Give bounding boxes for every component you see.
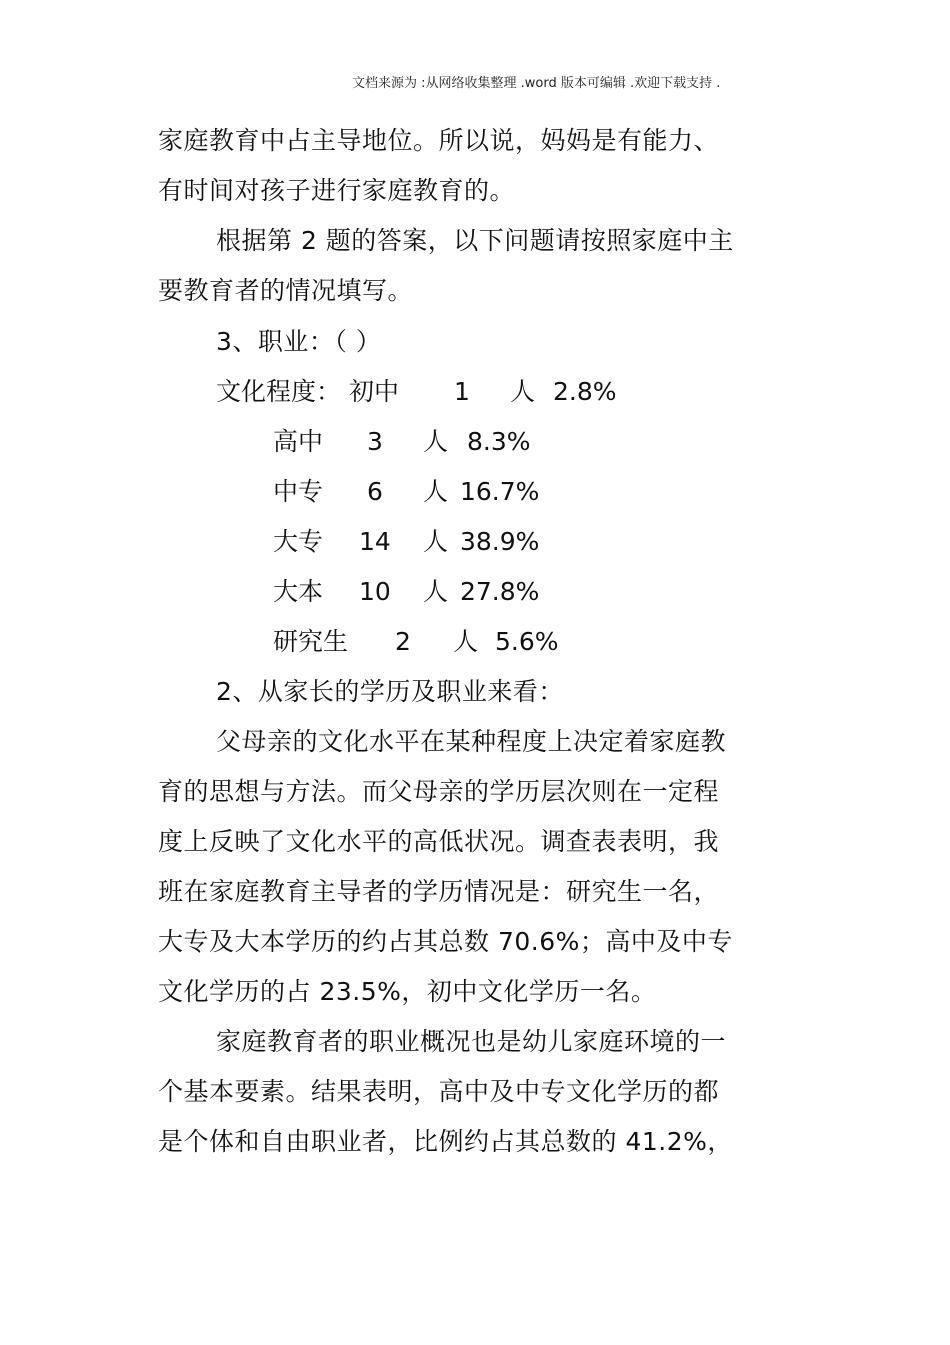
paragraph-line: 父母亲的文化水平在某种程度上决定着家庭教 xyxy=(216,727,727,756)
education-unit: 人 xyxy=(423,527,449,556)
education-count: 2 xyxy=(395,627,411,656)
education-percent: 38.9% xyxy=(460,527,540,556)
education-level: 大本 xyxy=(273,577,324,606)
education-percent: 2.8% xyxy=(553,377,617,406)
paragraph-line: 育的思想与方法。而父母亲的学历层次则在一定程 xyxy=(158,777,720,806)
education-unit: 人 xyxy=(453,627,479,656)
education-unit: 人 xyxy=(423,577,449,606)
paragraph-line: 班在家庭教育主导者的学历情况是：研究生一名， xyxy=(158,877,720,906)
education-level: 初中 xyxy=(349,377,400,406)
page-header-note: 文档来源为 :从网络收集整理 .word 版本可编辑 .欢迎下载支持 . xyxy=(352,76,721,91)
education-level: 研究生 xyxy=(273,627,349,656)
education-unit: 人 xyxy=(423,477,449,506)
paragraph-line: 有时间对孩子进行家庭教育的。 xyxy=(158,176,516,205)
education-percent: 5.6% xyxy=(495,627,559,656)
paragraph-line: 根据第 2 题的答案，以下问题请按照家庭中主 xyxy=(216,226,734,255)
section-2-heading: 2、从家长的学历及职业来看： xyxy=(216,677,564,706)
education-label: 文化程度： xyxy=(216,377,342,406)
education-unit: 人 xyxy=(423,427,449,456)
education-percent: 16.7% xyxy=(460,477,540,506)
education-count: 3 xyxy=(367,427,383,456)
education-count: 6 xyxy=(367,477,383,506)
education-count: 14 xyxy=(359,527,391,556)
education-count: 10 xyxy=(359,577,391,606)
paragraph-line: 大专及大本学历的约占其总数 70.6%；高中及中专 xyxy=(158,927,733,956)
education-count: 1 xyxy=(454,377,470,406)
paragraph-line: 个基本要素。结果表明，高中及中专文化学历的都 xyxy=(158,1077,720,1106)
paragraph-line: 度上反映了文化水平的高低状况。调查表表明，我 xyxy=(158,827,720,856)
paragraph-line: 家庭教育中占主导地位。所以说，妈妈是有能力、 xyxy=(158,126,720,155)
paragraph-line: 文化学历的占 23.5%，初中文化学历一名。 xyxy=(158,977,657,1006)
education-level: 大专 xyxy=(273,527,324,556)
paragraph-line: 是个体和自由职业者，比例约占其总数的 41.2%， xyxy=(158,1127,733,1156)
education-level: 中专 xyxy=(273,477,324,506)
paragraph-line: 家庭教育者的职业概况也是幼儿家庭环境的一 xyxy=(216,1027,727,1056)
education-unit: 人 xyxy=(510,377,536,406)
education-level: 高中 xyxy=(273,427,324,456)
paragraph-line: 要教育者的情况填写。 xyxy=(158,276,414,305)
question-3-heading: 3、职业：（ ） xyxy=(216,327,382,356)
education-percent: 27.8% xyxy=(460,577,540,606)
education-percent: 8.3% xyxy=(467,427,531,456)
